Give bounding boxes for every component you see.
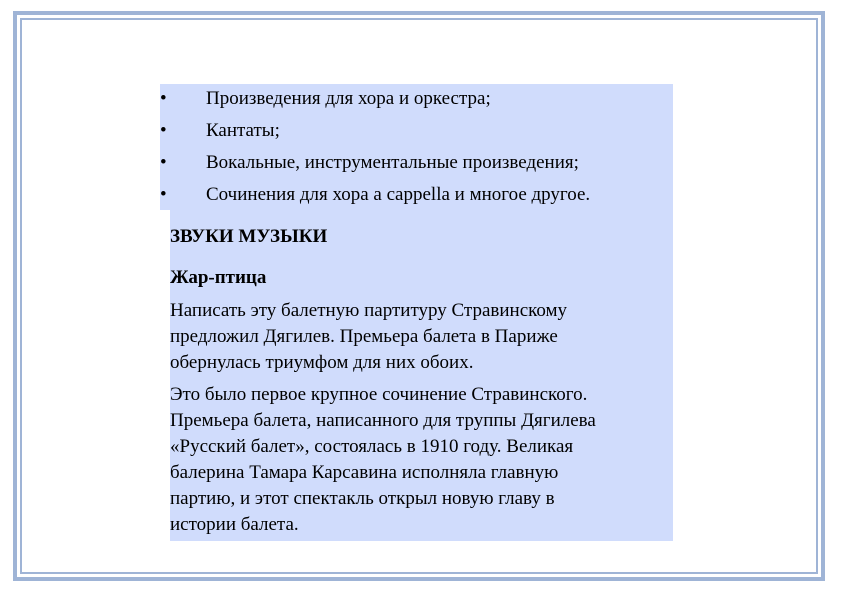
article-subheading: Жар-птица	[170, 267, 267, 288]
bullet-icon: •	[160, 88, 167, 109]
article-heading: ЗВУКИ МУЗЫКИ	[170, 226, 328, 247]
paragraph-line: балерина Тамара Карсавина исполняла главную	[170, 462, 559, 483]
paragraph-line: Это было первое крупное сочинение Стравинского.	[170, 384, 588, 405]
list-item-text: Сочинения для хора a cappella и многое другое.	[206, 184, 591, 205]
bullet-icon: •	[160, 184, 167, 205]
paragraph-line: Написать эту балетную партитуру Стравинскому	[170, 300, 568, 321]
article-paragraph-2	[170, 382, 670, 538]
works-list-box	[160, 84, 673, 210]
bullet-icon: •	[160, 152, 167, 173]
paragraph-line: обернулась триумфом для них обоих.	[170, 352, 474, 373]
article-paragraph-1	[170, 298, 670, 376]
paragraph-line: истории балета.	[170, 514, 299, 535]
paragraph-line: «Русский балет», состоялась в 1910 году. Великая	[170, 436, 574, 457]
article-box	[170, 210, 673, 541]
paragraph-line: Премьера балета, написанного для труппы Дягилева	[170, 410, 596, 431]
list-item-text: Вокальные, инструментальные произведения;	[206, 152, 579, 173]
paragraph-line: предложил Дягилев. Премьера балета в Париже	[170, 326, 558, 347]
list-item-text: Кантаты;	[206, 120, 280, 141]
bullet-icon: •	[160, 120, 167, 141]
list-item-text: Произведения для хора и оркестра;	[206, 88, 491, 109]
paragraph-line: партию, и этот спектакль открыл новую главу в	[170, 488, 555, 509]
